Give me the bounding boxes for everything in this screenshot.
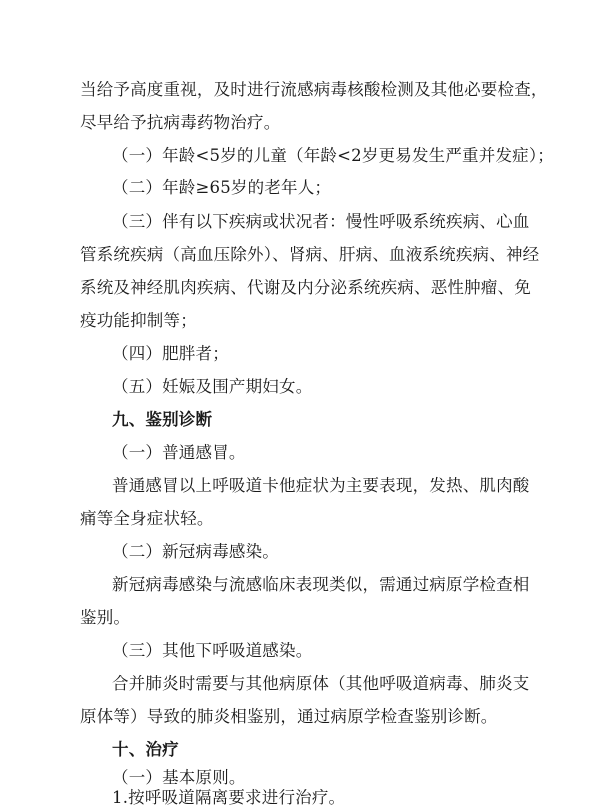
- paragraph-line: 当给予高度重视，及时进行流感病毒核酸检测及其他必要检查，: [80, 80, 548, 99]
- paragraph-line: 痛等全身症状轻。: [80, 509, 214, 528]
- section-heading-differential-diagnosis: 九、鉴别诊断: [112, 410, 213, 429]
- paragraph-line: 管系统疾病（高血压除外）、肾病、肝病、血液系统疾病、神经: [80, 245, 540, 264]
- subsection-heading-basic-principles: （一）基本原则。: [112, 768, 246, 787]
- paragraph-line: 1.按呼吸道隔离要求进行治疗。: [112, 788, 346, 807]
- paragraph-line: 合并肺炎时需要与其他病原体（其他呼吸道病毒、肺炎支: [112, 674, 530, 693]
- paragraph-line: 普通感冒以上呼吸道卡他症状为主要表现，发热、肌肉酸: [112, 476, 530, 495]
- paragraph-line: 尽早给予抗病毒药物治疗。: [80, 113, 281, 132]
- list-item-chronic-conditions: （三）伴有以下疾病或状况者：慢性呼吸系统疾病、心血: [112, 212, 530, 231]
- subsection-heading-lower-respiratory: （三）其他下呼吸道感染。: [112, 641, 313, 660]
- list-item-age-over-65: （二）年龄≥65岁的老年人；: [112, 178, 332, 197]
- paragraph-line: 系统及神经肌肉疾病、代谢及内分泌系统疾病、恶性肿瘤、免: [80, 278, 531, 297]
- list-item-age-under-5: （一）年龄<5岁的儿童（年龄<2岁更易发生严重并发症）；: [112, 146, 554, 165]
- section-heading-treatment: 十、治疗: [112, 740, 179, 759]
- paragraph-line: 鉴别。: [80, 608, 131, 627]
- paragraph-line: 疫功能抑制等；: [80, 311, 197, 330]
- paragraph-line: 原体等）导致的肺炎相鉴别，通过病原学检查鉴别诊断。: [80, 707, 498, 726]
- list-item-obesity: （四）肥胖者；: [112, 344, 229, 363]
- paragraph-line: 新冠病毒感染与流感临床表现类似，需通过病原学检查相: [112, 575, 530, 594]
- subsection-heading-common-cold: （一）普通感冒。: [112, 443, 246, 462]
- subsection-heading-covid: （二）新冠病毒感染。: [112, 542, 279, 561]
- list-item-pregnancy: （五）妊娠及围产期妇女。: [112, 377, 313, 396]
